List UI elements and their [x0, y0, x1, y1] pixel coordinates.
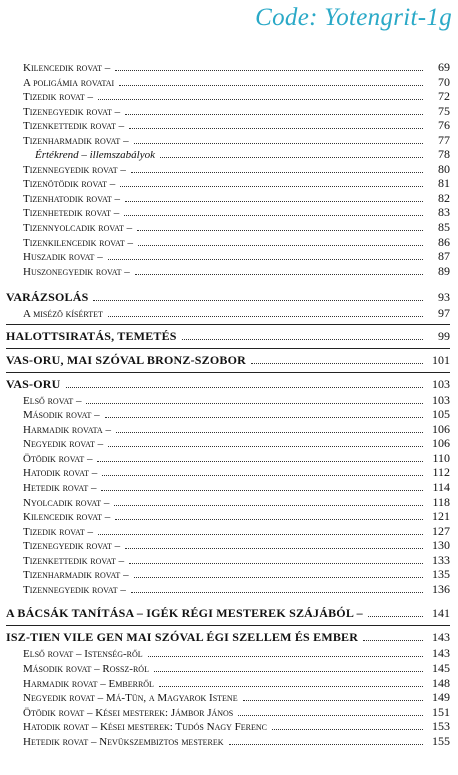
toc-title: Tizenharmadik rovat –: [23, 134, 129, 147]
toc-page: 155: [432, 733, 450, 748]
toc-entry[interactable]: [6, 646, 450, 661]
section-divider: [6, 625, 450, 626]
toc-page: 127: [432, 523, 450, 538]
toc-page: 75: [438, 103, 450, 118]
document-code-label: Code: Yotengrit-1g: [255, 4, 452, 31]
toc-title: Első rovat – Istenség-ről: [23, 648, 143, 661]
toc-title: HALOTTSIRATÁS, TEMETÉS: [6, 328, 177, 343]
toc-page: 110: [432, 450, 450, 465]
toc-entry[interactable]: [6, 524, 450, 539]
toc-title: Tizedik rovat –: [23, 91, 94, 104]
toc-page: 80: [438, 161, 450, 176]
toc-title: Harmadik rovat – Emberről: [23, 677, 154, 690]
toc-entry[interactable]: [6, 133, 450, 148]
toc-title: Ötödik rovat – Kései mesterek: Jámbor János: [23, 706, 234, 719]
toc-entry[interactable]: [6, 719, 450, 734]
toc-entry[interactable]: [6, 676, 450, 691]
toc-heading-varazsolas[interactable]: [6, 290, 450, 306]
section-divider: [6, 324, 450, 325]
toc-heading-vasoru[interactable]: [6, 377, 450, 393]
toc-entry[interactable]: [6, 567, 450, 582]
toc-entry[interactable]: [6, 582, 450, 597]
toc-heading-bacsak[interactable]: [6, 606, 450, 622]
toc-title: Tizenegyedik rovat –: [23, 540, 121, 553]
toc-page: 83: [438, 205, 450, 220]
section-divider: [6, 348, 450, 349]
toc-title: Ötödik rovat –: [23, 452, 93, 465]
toc-page: 153: [432, 719, 450, 734]
toc-title: Hetedik rovat – Nevükszembiztos mesterek: [23, 735, 224, 748]
toc-title: Tizenkettedik rovat –: [23, 120, 125, 133]
toc-title: Tizenhatodik rovat –: [23, 192, 120, 205]
toc-group-1: [6, 60, 450, 278]
toc-page: 141: [432, 606, 450, 621]
toc-page: 93: [438, 290, 450, 305]
toc-entry[interactable]: [6, 60, 450, 75]
toc-entry[interactable]: [6, 553, 450, 568]
toc-title: Nyolcadik rovat –: [23, 496, 110, 509]
toc-entry[interactable]: [6, 264, 450, 279]
toc-page: 106: [432, 421, 450, 436]
toc-page: 143: [432, 630, 450, 645]
toc-page: 72: [438, 89, 450, 104]
toc-page: 118: [432, 494, 450, 509]
toc-title: Tizennegyedik rovat –: [23, 583, 126, 596]
toc-page: 130: [432, 538, 450, 553]
toc-entry[interactable]: [6, 89, 450, 104]
toc-page: 112: [432, 465, 450, 480]
toc-entry-misezo[interactable]: [6, 306, 450, 321]
toc-title: Harmadik rovata –: [23, 423, 111, 436]
toc-page: 82: [438, 190, 450, 205]
toc-title: A poligámia rovatai: [23, 76, 115, 89]
toc-page: 69: [438, 60, 450, 74]
toc-title: Hatodik rovat – Kései mesterek: Tudós Nagy Ferenc: [23, 721, 267, 734]
toc-entry[interactable]: [6, 509, 450, 524]
toc-page: 87: [438, 249, 450, 264]
toc-title: Tizennegyedik rovat –: [23, 163, 126, 176]
toc-entry[interactable]: [6, 538, 450, 553]
toc-entry[interactable]: [6, 249, 450, 264]
toc-title: Második rovat –: [23, 409, 100, 422]
toc-entry[interactable]: [6, 162, 450, 177]
toc-title: Értékrend – illemszabályok: [35, 149, 155, 162]
toc-group-3: [6, 646, 450, 748]
toc-title: Tizenhetedik rovat –: [23, 207, 120, 220]
toc-page: 86: [438, 234, 450, 249]
toc-page: 145: [432, 660, 450, 675]
toc-page: 106: [432, 436, 450, 451]
toc-entry[interactable]: [6, 495, 450, 510]
toc-title: Tizenötödik rovat –: [23, 178, 116, 191]
toc-page: 149: [432, 690, 450, 705]
toc-entry[interactable]: [6, 118, 450, 133]
toc-title: Negyedik rovat – Má-Tün, a Magyarok Istene: [23, 692, 238, 705]
toc-title: Tizenkilencedik rovat –: [23, 236, 134, 249]
toc-entry[interactable]: [6, 422, 450, 437]
toc-page: 135: [432, 567, 450, 582]
toc-page: 143: [432, 646, 450, 661]
toc-entry[interactable]: [6, 480, 450, 495]
toc-entry[interactable]: [6, 235, 450, 250]
toc-page: 136: [432, 581, 450, 596]
toc-page: 103: [432, 392, 450, 407]
toc-page: 89: [438, 263, 450, 278]
toc-entry[interactable]: [6, 147, 450, 162]
toc-title: Hetedik rovat –: [23, 482, 97, 495]
toc-title: VAS-ORU: [6, 376, 61, 391]
toc-entry[interactable]: [6, 393, 450, 408]
toc-title: ISZ-TIEN VILE GEN MAI SZÓVAL ÉGI SZELLEM ÉS EMBER: [6, 630, 359, 645]
toc-title: Huszadik rovat –: [23, 251, 103, 264]
toc-entry[interactable]: [6, 205, 450, 220]
toc-page: 105: [432, 407, 450, 422]
section-divider: [6, 372, 450, 373]
toc-heading-isztien[interactable]: [6, 630, 450, 646]
toc-title: Tizennyolcadik rovat –: [23, 222, 133, 235]
toc-entry[interactable]: [6, 661, 450, 676]
toc-title: Első rovat –: [23, 394, 82, 407]
toc-entry[interactable]: [6, 451, 450, 466]
toc-group-2: [6, 393, 450, 597]
toc-page: 121: [432, 509, 450, 524]
toc-entry[interactable]: [6, 407, 450, 422]
toc-title: Második rovat – Rossz-ról: [23, 662, 149, 675]
toc-page: 114: [432, 480, 450, 495]
toc-title: A misézõ kísértet: [23, 308, 103, 321]
toc-page: 151: [432, 704, 450, 719]
toc-title: VAS-ORU, MAI SZÓVAL BRONZ-SZOBOR: [6, 352, 247, 367]
toc-heading-vasoru-szobor[interactable]: [6, 353, 450, 369]
toc-page: 85: [438, 220, 450, 235]
table-of-contents: [6, 60, 450, 748]
toc-page: 99: [438, 328, 450, 343]
toc-entry[interactable]: [6, 220, 450, 235]
toc-page: 133: [432, 552, 450, 567]
toc-page: 81: [438, 176, 450, 191]
toc-title: Kilencedik rovat –: [23, 62, 111, 74]
toc-title: Tizenkettedik rovat –: [23, 554, 125, 567]
toc-page: 77: [438, 132, 450, 147]
toc-heading-halottsiratas[interactable]: [6, 329, 450, 345]
toc-entry[interactable]: [6, 436, 450, 451]
toc-title: A BÁCSÁK TANÍTÁSA – IGÉK RÉGI MESTEREK SZÁJÁBÓL –: [6, 606, 363, 621]
toc-page: 148: [432, 675, 450, 690]
toc-page: 78: [438, 147, 450, 162]
toc-entry[interactable]: [6, 705, 450, 720]
toc-title: Kilencedik rovat –: [23, 511, 111, 524]
toc-page: 76: [438, 118, 450, 133]
toc-page: 103: [432, 376, 450, 391]
toc-page: 97: [438, 306, 450, 321]
toc-entry[interactable]: [6, 191, 450, 206]
toc-title: Tizenharmadik rovat –: [23, 569, 129, 582]
toc-title: VARÁZSOLÁS: [6, 290, 89, 305]
toc-title: Tizedik rovat –: [23, 525, 94, 538]
toc-page: 101: [432, 352, 450, 367]
toc-title: Huszonegyedik rovat –: [23, 265, 130, 278]
toc-entry[interactable]: [6, 75, 450, 90]
toc-page: 70: [438, 74, 450, 89]
toc-title: Tizenegyedik rovat –: [23, 105, 121, 118]
toc-entry[interactable]: [6, 465, 450, 480]
toc-entry[interactable]: [6, 176, 450, 191]
toc-title: Hatodik rovat –: [23, 467, 98, 480]
toc-entry[interactable]: [6, 690, 450, 705]
toc-entry[interactable]: [6, 734, 450, 749]
toc-entry[interactable]: [6, 104, 450, 119]
toc-title: Negyedik rovat –: [23, 438, 104, 451]
